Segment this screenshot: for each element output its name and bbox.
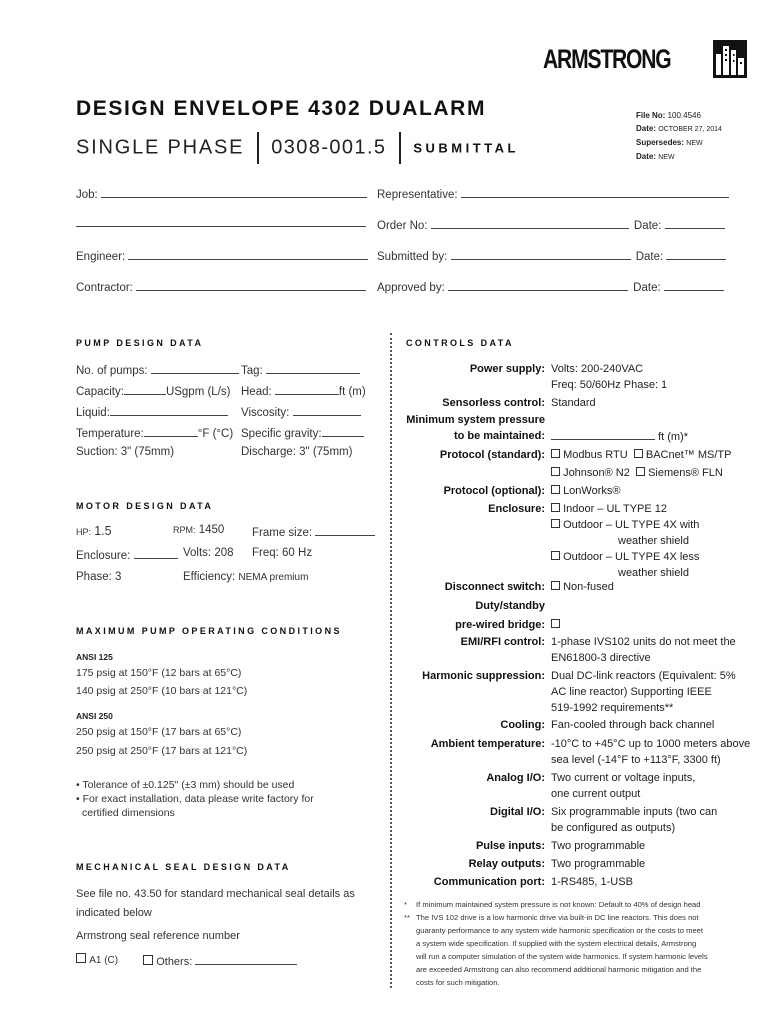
approved-date-input-line[interactable] xyxy=(664,279,724,291)
order-no-field[interactable] xyxy=(377,217,725,232)
no-pumps-line[interactable] xyxy=(151,362,239,374)
seal-option-others-label: Others: xyxy=(156,956,193,968)
job-field[interactable] xyxy=(76,186,367,201)
order-no-label: Order No: xyxy=(377,220,428,232)
submitted-date-label: Date: xyxy=(635,251,664,263)
liquid-field[interactable] xyxy=(76,404,228,419)
emi-label: EMI/RFI control: xyxy=(460,636,545,648)
engineer-label: Engineer: xyxy=(76,251,126,263)
contractor-label: Contractor: xyxy=(76,282,133,294)
motor-freq: Freq: 60 Hz xyxy=(252,547,313,559)
checkbox-icon[interactable] xyxy=(143,955,153,965)
frame-size-line[interactable] xyxy=(315,524,375,536)
min-pressure-label-1: Minimum system pressure xyxy=(406,414,545,426)
digital-line-1: Six programmable inputs (two can xyxy=(551,806,718,818)
checkbox-icon[interactable] xyxy=(551,467,560,476)
enclosure-line[interactable] xyxy=(134,547,178,559)
representative-field[interactable] xyxy=(377,186,729,201)
disconnect-label: Disconnect switch: xyxy=(444,581,545,593)
submitted-by-field[interactable] xyxy=(377,248,726,263)
ansi250-line-1: 250 psig at 150°F (17 bars at 65°C) xyxy=(76,726,242,738)
specific-gravity-field[interactable] xyxy=(241,425,364,440)
analog-line-1: Two current or voltage inputs, xyxy=(551,772,696,784)
installation-note: • For exact installation, data please write factory for xyxy=(76,793,314,805)
motor-phase: Phase: 3 xyxy=(76,571,122,583)
subtitle-type: SUBMITTAL xyxy=(413,140,519,156)
harmonic-line-1: Dual DC-link reactors (Equivalent: 5% xyxy=(551,670,736,682)
enclosure-ctrl-label: Enclosure: xyxy=(488,503,545,515)
file-info xyxy=(636,109,722,164)
protocol-lonworks: LonWorks® xyxy=(563,485,621,497)
file-no: 100.4546 xyxy=(667,111,701,120)
column-divider xyxy=(390,333,392,988)
digital-line-2: be configured as outputs) xyxy=(551,822,676,834)
no-pumps-label: No. of pumps: xyxy=(76,365,148,377)
ansi250-heading: ANSI 250 xyxy=(76,711,113,721)
building-logo-icon xyxy=(713,40,747,78)
sensorless-label: Sensorless control: xyxy=(442,397,545,409)
supersedes-value: NEW xyxy=(686,140,703,147)
checkbox-icon[interactable] xyxy=(551,519,560,528)
footnote-2-mark: ** xyxy=(404,913,410,922)
rpm-label: RPM: xyxy=(173,525,196,535)
protocol-optional-label: Protocol (optional): xyxy=(443,485,545,497)
controls-section-heading: CONTROLS DATA xyxy=(406,338,514,348)
frame-size-label: Frame size: xyxy=(252,527,313,539)
comm-label: Communication port: xyxy=(433,876,545,888)
enclosure-outdoor-less-cont: weather shield xyxy=(618,567,689,579)
viscosity-label: Viscosity: xyxy=(241,407,290,419)
cooling-value: Fan-cooled through back channel xyxy=(551,719,715,731)
temperature-field[interactable] xyxy=(76,425,233,440)
checkbox-icon[interactable] xyxy=(634,449,643,458)
job-extra-line[interactable] xyxy=(76,226,366,227)
enclosure-outdoor-with-cont: weather shield xyxy=(618,535,689,547)
seal-reference-label: Armstrong seal reference number xyxy=(76,930,240,942)
specific-gravity-label: Specific gravity: xyxy=(241,428,322,440)
harmonic-line-2: AC line reactor) Supporting IEEE xyxy=(551,686,712,698)
enclosure-outdoor-with: Outdoor – UL TYPE 4X with xyxy=(563,519,700,531)
submitted-date-input-line[interactable] xyxy=(666,248,726,260)
date2-label: Date: xyxy=(636,152,657,161)
tolerance-note: • Tolerance of ±0.125" (±3 mm) should be used xyxy=(76,779,295,791)
motor-section-heading: MOTOR DESIGN DATA xyxy=(76,501,214,511)
engineer-field[interactable] xyxy=(76,248,368,263)
digital-label: Digital I/O: xyxy=(490,806,545,818)
approved-by-field[interactable] xyxy=(377,279,724,294)
checkbox-icon[interactable] xyxy=(551,551,560,560)
tag-line[interactable] xyxy=(266,362,360,374)
head-field[interactable] xyxy=(241,383,366,398)
footnote-1: If minimum maintained system pressure is not known: Default to 40% of design head xyxy=(416,900,701,909)
footnote-2-line-3: a system wide specification. If supplied with the system electrical details, Armstrong xyxy=(416,939,697,948)
enclosure-indoor: Indoor – UL TYPE 12 xyxy=(563,503,668,515)
seal-section-heading: MECHANICAL SEAL DESIGN DATA xyxy=(76,862,291,872)
analog-label: Analog I/O: xyxy=(486,772,545,784)
tag-label: Tag: xyxy=(241,365,263,377)
seal-others-line[interactable] xyxy=(195,953,297,965)
min-pressure-line[interactable] xyxy=(551,428,655,440)
ansi125-line-1: 175 psig at 150°F (12 bars at 65°C) xyxy=(76,667,242,679)
seal-note-1: See file no. 43.50 for standard mechanical seal details as xyxy=(76,888,355,900)
head-label: Head: xyxy=(241,386,272,398)
footnote-1-mark: * xyxy=(404,900,407,909)
relay-label: Relay outputs: xyxy=(468,858,545,870)
brand-logo xyxy=(543,40,748,80)
seal-option-others[interactable] xyxy=(143,953,297,968)
subtitle-divider xyxy=(399,132,401,164)
approved-by-label: Approved by: xyxy=(377,282,445,294)
checkbox-icon[interactable] xyxy=(551,485,560,494)
rpm-value xyxy=(173,524,224,536)
contractor-field[interactable] xyxy=(76,279,366,294)
protocol-standard-label: Protocol (standard): xyxy=(439,449,545,461)
ambient-line-1: -10°C to +45°C up to 1000 meters above xyxy=(551,738,751,750)
submitted-by-input-line[interactable] xyxy=(451,248,631,260)
subtitle-divider xyxy=(257,132,259,164)
ambient-line-2: sea level (-14°F to +113°F, 3300 ft) xyxy=(551,754,721,766)
checkbox-icon[interactable] xyxy=(551,449,560,458)
min-pressure-label-2: to be maintained: xyxy=(453,430,545,442)
installation-note-cont: certified dimensions xyxy=(82,807,175,819)
efficiency-value: NEMA premium xyxy=(238,572,309,583)
subtitle-number: 0308-001.5 xyxy=(271,136,387,159)
approved-by-input-line[interactable] xyxy=(448,279,628,291)
representative-label: Representative: xyxy=(377,189,458,201)
capacity-field[interactable] xyxy=(76,383,230,398)
power-supply-label: Power supply: xyxy=(469,363,545,375)
relay-value: Two programmable xyxy=(551,858,646,870)
harmonic-label: Harmonic suppression: xyxy=(422,670,545,682)
enclosure-label: Enclosure: xyxy=(76,550,131,562)
hp: 1.5 xyxy=(94,524,112,538)
order-date-input-line[interactable] xyxy=(665,217,725,229)
min-pressure-unit: ft (m)* xyxy=(658,431,689,443)
enclosure-outdoor-less: Outdoor – UL TYPE 4X less xyxy=(563,551,700,563)
seal-option-a1-label: A1 (C) xyxy=(89,955,119,966)
power-freq: Freq: 50/60Hz Phase: 1 xyxy=(551,379,668,391)
hp-label: HP: xyxy=(76,527,92,537)
seal-note-2: indicated below xyxy=(76,907,152,919)
comm-value: 1-RS485, 1-USB xyxy=(551,876,633,888)
ansi125-heading: ANSI 125 xyxy=(76,652,113,662)
footnote-2-line-2: guaranty performance to any system wide harmonic specification or the costs to meet xyxy=(416,926,704,935)
checkbox-icon[interactable] xyxy=(551,581,560,590)
protocol-siemens: Siemens® FLN xyxy=(648,467,723,479)
efficiency-label: Efficiency: xyxy=(183,571,236,583)
contractor-input-line[interactable] xyxy=(136,279,366,291)
supersedes-label: Supersedes: xyxy=(636,138,685,147)
tag-field[interactable] xyxy=(241,362,360,377)
ansi125-line-2: 140 psig at 250°F (10 bars at 121°C) xyxy=(76,685,248,697)
footnote-2-line-6: costs for such mitigation. xyxy=(416,978,500,987)
duty-standby-label-2: pre-wired bridge: xyxy=(455,619,545,631)
rpm: 1450 xyxy=(198,524,225,536)
harmonic-line-3: 519-1992 requirements** xyxy=(551,702,674,714)
power-volts: Volts: 200-240VAC xyxy=(551,363,644,375)
capacity-label: Capacity: xyxy=(76,386,124,398)
viscosity-line[interactable] xyxy=(293,404,361,416)
checkbox-icon[interactable] xyxy=(76,953,86,963)
job-label: Job: xyxy=(76,189,98,201)
checkbox-icon[interactable] xyxy=(636,467,645,476)
ansi250-line-2: 250 psig at 250°F (17 bars at 121°C) xyxy=(76,745,248,757)
checkbox-icon[interactable] xyxy=(551,503,560,512)
cooling-label: Cooling: xyxy=(500,719,545,731)
subtitle-phase: SINGLE PHASE xyxy=(76,136,245,159)
specific-gravity-line[interactable] xyxy=(322,425,364,437)
footnotes xyxy=(404,898,754,989)
duty-standby-label-1: Duty/standby xyxy=(475,600,545,612)
date-label: Date: xyxy=(636,124,657,133)
ambient-label: Ambient temperature: xyxy=(430,738,545,750)
head-line[interactable] xyxy=(275,383,339,395)
document-title: DESIGN ENVELOPE 4302 DUALARM xyxy=(76,97,487,120)
capacity-line[interactable] xyxy=(124,383,166,395)
file-no-label: File No: xyxy=(636,111,666,120)
enclosure-field[interactable] xyxy=(76,547,178,562)
frame-size-field[interactable] xyxy=(252,524,375,539)
viscosity-field[interactable] xyxy=(241,404,361,419)
analog-line-2: one current output xyxy=(551,788,641,800)
no-pumps-field[interactable] xyxy=(76,362,239,377)
emi-line-2: EN61800-3 directive xyxy=(551,652,651,664)
liquid-line[interactable] xyxy=(110,404,228,416)
submitted-by-label: Submitted by: xyxy=(377,251,448,263)
protocol-johnson: Johnson® N2 xyxy=(563,467,630,479)
pulse-label: Pulse inputs: xyxy=(475,840,545,852)
hp-value xyxy=(76,524,112,538)
sensorless-value: Standard xyxy=(551,397,596,409)
pulse-value: Two programmable xyxy=(551,840,646,852)
date2-value: NEW xyxy=(658,154,675,161)
footnote-2-line-5: are exceeded Armstrong can also recommend additional harmonic mitigation and the xyxy=(416,965,702,974)
order-no-input-line[interactable] xyxy=(431,217,629,229)
motor-volts: Volts: 208 xyxy=(183,547,234,559)
max-conditions-heading: MAXIMUM PUMP OPERATING CONDITIONS xyxy=(76,626,342,636)
temperature-line[interactable] xyxy=(144,425,198,437)
suction-size: Suction: 3" (75mm) xyxy=(76,446,175,458)
discharge-size: Discharge: 3" (75mm) xyxy=(241,446,353,458)
job-input-line[interactable] xyxy=(101,186,367,198)
engineer-input-line[interactable] xyxy=(128,248,368,260)
date-value: OCTOBER 27, 2014 xyxy=(658,126,722,133)
approved-date-label: Date: xyxy=(633,282,661,294)
disconnect-value: Non-fused xyxy=(563,581,614,593)
motor-efficiency xyxy=(183,571,308,583)
temperature-unit: °F (°C) xyxy=(197,428,234,440)
liquid-label: Liquid: xyxy=(76,407,110,419)
head-unit: ft (m) xyxy=(338,386,366,398)
footnote-2-line-1: The IVS 102 drive is a low harmonic drive via built-in DC line reactors. This does not xyxy=(416,913,699,922)
protocol-modbus: Modbus RTU xyxy=(563,449,628,461)
temperature-label: Temperature: xyxy=(76,428,144,440)
brand-name: ARMSTRONG xyxy=(543,44,671,74)
pump-section-heading: PUMP DESIGN DATA xyxy=(76,338,204,348)
checkbox-icon[interactable] xyxy=(551,619,560,628)
document-subtitle xyxy=(76,132,519,166)
representative-input-line[interactable] xyxy=(461,186,729,198)
order-date-label: Date: xyxy=(633,220,662,232)
seal-option-a1[interactable] xyxy=(76,953,118,966)
protocol-bacnet: BACnet™ MS/TP xyxy=(645,449,732,461)
capacity-unit: USgpm (L/s) xyxy=(165,386,231,398)
emi-line-1: 1-phase IVS102 units do not meet the xyxy=(551,636,736,648)
footnote-2-line-4: will run a computer simulation of the system wide harmonics. If system harmonic levels xyxy=(416,952,708,961)
